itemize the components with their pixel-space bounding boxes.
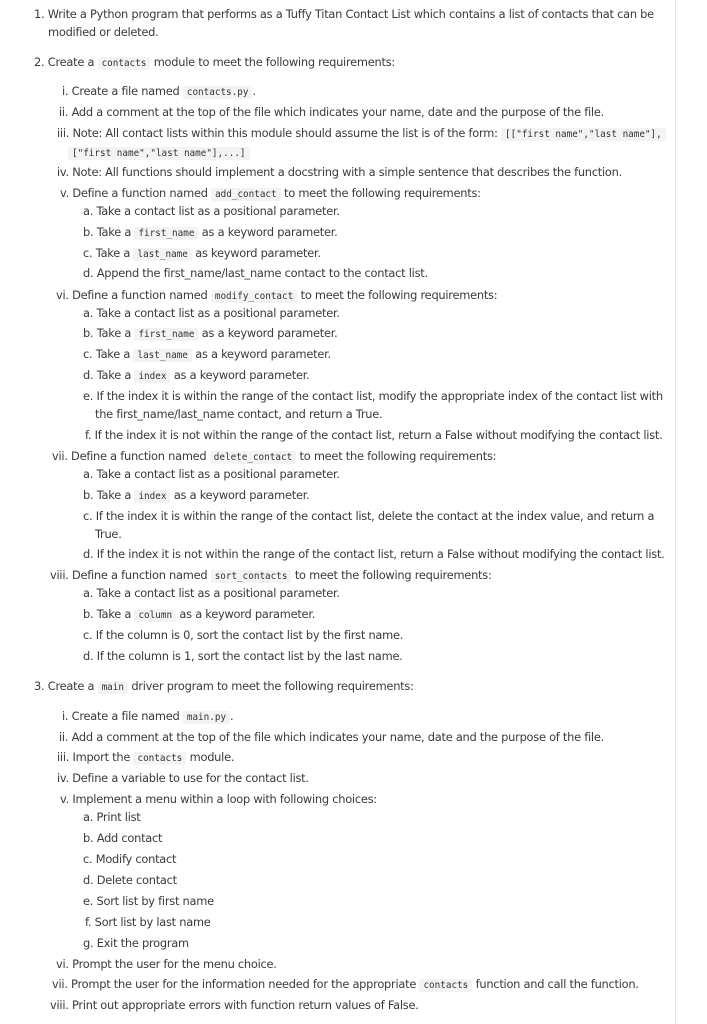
item-2-v-d: d. Append the first_name/last_name contact to the contact list. xyxy=(83,266,428,280)
item-2-vii-d: d. If the index it is not within the range of the contact list, return a False without modifying the contact list. xyxy=(83,547,665,561)
item-3-ii: ii. Add a comment at the top of the file which indicates your name, date and the purpose of the file. xyxy=(59,730,604,744)
item-2-v-a: a. Take a contact list as a positional parameter. xyxy=(83,204,340,218)
item-2-vi-e: e. If the index it is within the range of the contact list, modify the appropriate index of the contact list with xyxy=(83,389,663,403)
item-2-vi-e-cont: the first_name/last_name contact, and return a True. xyxy=(95,407,383,421)
item-2-v-c: c. Take a last_name as keyword parameter. xyxy=(83,246,321,260)
item-3-iii: iii. Import the contacts module. xyxy=(57,750,235,764)
item-1-cont: modified or deleted. xyxy=(48,25,159,39)
item-3-vii: vii. Prompt the user for the information needed for the appropriate contacts function and call the function. xyxy=(52,977,639,991)
item-2: 2. Create a contacts module to meet the following requirements: xyxy=(34,55,395,69)
item-2-vii: vii. Define a function named delete_contact to meet the following requirements: xyxy=(52,449,497,463)
item-2-vi-c: c. Take a last_name as a keyword parameter. xyxy=(83,347,331,361)
item-2-vii-b: b. Take a index as a keyword parameter. xyxy=(83,488,310,502)
item-2-vi-a: a. Take a contact list as a positional parameter. xyxy=(83,306,340,320)
item-3-vi: vi. Prompt the user for the menu choice. xyxy=(56,957,277,971)
item-2-viii-b: b. Take a column as a keyword parameter. xyxy=(83,607,316,621)
item-2-viii-d: d. If the column is 1, sort the contact list by the last name. xyxy=(83,649,403,663)
menu-item: b. Add contact xyxy=(83,831,163,845)
menu-item: g. Exit the program xyxy=(83,936,189,950)
item-2-v: v. Define a function named add_contact to meet the following requirements: xyxy=(60,186,481,200)
item-2-v-b: b. Take a first_name as a keyword parameter. xyxy=(83,225,338,239)
item-2-iii-cont: ["first name","last name"],...] xyxy=(68,144,250,162)
code-contacts: contacts xyxy=(98,57,151,70)
item-2-vi-d: d. Take a index as a keyword parameter. xyxy=(83,368,310,382)
right-border xyxy=(675,0,676,1024)
menu-item: d. Delete contact xyxy=(83,873,177,887)
item-3: 3. Create a main driver program to meet the following requirements: xyxy=(34,679,414,693)
item-2-iv: iv. Note: All functions should implement a docstring with a simple sentence that describes the function. xyxy=(57,165,622,179)
item-2-vii-c-cont: True. xyxy=(95,527,122,541)
menu-item: a. Print list xyxy=(83,810,141,824)
item-2-viii: viii. Define a function named sort_contacts to meet the following requirements: xyxy=(50,568,492,582)
item-3-v: v. Implement a menu within a loop with following choices: xyxy=(60,792,377,806)
item-3-i: i. Create a file named main.py . xyxy=(62,709,234,723)
menu-item: c. Modify contact xyxy=(83,852,177,866)
item-2-vi-b: b. Take a first_name as a keyword parameter. xyxy=(83,326,338,340)
item-3-iv: iv. Define a variable to use for the contact list. xyxy=(57,771,309,785)
item-1: 1. Write a Python program that performs as a Tuffy Titan Contact List which contains a list of contacts that can be xyxy=(34,7,654,21)
item-2-i: i. Create a file named contacts.py . xyxy=(62,84,256,98)
item-3-viii: viii. Print out appropriate errors with function return values of False. xyxy=(50,998,419,1012)
item-2-vi-f: f. If the index it is not within the range of the contact list, return a False without modifying the contact list. xyxy=(85,428,663,442)
item-2-vi: vi. Define a function named modify_contact to meet the following requirements: xyxy=(56,288,498,302)
item-2-vii-c: c. If the index it is within the range of the contact list, delete the contact at the index value, and return a xyxy=(83,509,655,523)
item-2-vii-a: a. Take a contact list as a positional parameter. xyxy=(83,467,340,481)
item-2-iii: iii. Note: All contact lists within this module should assume the list is of the form: [["first name","last name"], xyxy=(57,125,666,143)
menu-item: e. Sort list by first name xyxy=(83,894,214,908)
item-2-viii-c: c. If the column is 0, sort the contact list by the first name. xyxy=(83,628,404,642)
item-2-viii-a: a. Take a contact list as a positional parameter. xyxy=(83,586,340,600)
item-2-ii: ii. Add a comment at the top of the file which indicates your name, date and the purpose of the file. xyxy=(59,105,604,119)
menu-item: f. Sort list by last name xyxy=(85,915,211,929)
